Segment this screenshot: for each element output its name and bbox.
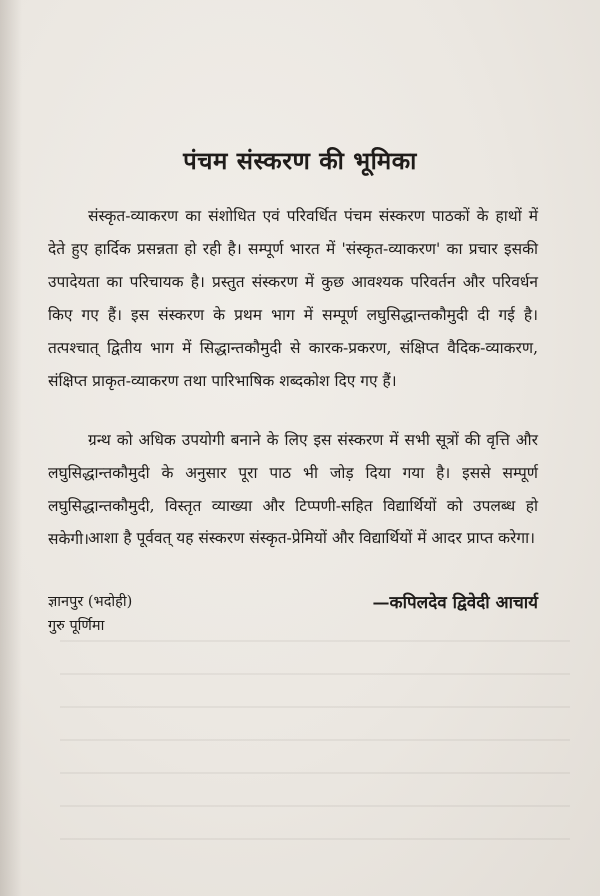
occasion: गुरु पूर्णिमा — [48, 618, 105, 634]
show-through-text — [60, 640, 570, 856]
paragraph-2: ग्रन्थ को अधिक उपयोगी बनाने के लिए इस संस्करण में सभी सूत्रों की वृत्ति और लघुसिद्धान्तकौमुदी के अनुसार पूरा पाठ भी जोड़ दिया गया है। इससे सम्पूर्ण लघुसिद्धान्तकौमुदी, विस्तृत व्याख्या और टिप्पणी-सहित विद्यार्थियों को उपलब्ध हो सकेगी। — [48, 431, 538, 548]
paragraph-3: आशा है पूर्ववत् यह संस्करण संस्कृत-प्रेमियों और विद्यार्थियों में आदर प्राप्त करेगा। — [88, 529, 535, 547]
place-block — [48, 590, 132, 638]
spine-shadow — [0, 0, 22, 896]
place-name: ज्ञानपुर (भदोही) — [48, 594, 133, 610]
paragraph-1: संस्कृत-व्याकरण का संशोधित एवं परिवर्धित पंचम संस्करण पाठकों के हाथों में देते हुए हार्दिक प्रसन्नता हो रही है। सम्पूर्ण भारत में 'संस्कृत-व्याकरण' का प्रचार इसकी उपादेयता का परिचायक है। प्रस्तुत संस्करण में कुछ आवश्यक परिवर्तन और परिवर्धन किए गए हैं। इस संस्करण के प्रथम भाग में सम्पूर्ण लघुसिद्धान्तकौमुदी दी गई है। तत्पश्चात् द्वितीय भाग में सिद्धान्तकौमुदी से कारक-प्रकरण, संक्षिप्त वैदिक-व्याकरण, संक्षिप्त प्राकृत-व्याकरण तथा पारिभाषिक शब्दकोश दिए गए हैं। — [48, 207, 538, 390]
page-title: पंचम संस्करण की भूमिका — [183, 146, 417, 175]
author-signature: —कपिलदेव द्विवेदी आचार्य — [372, 593, 538, 613]
